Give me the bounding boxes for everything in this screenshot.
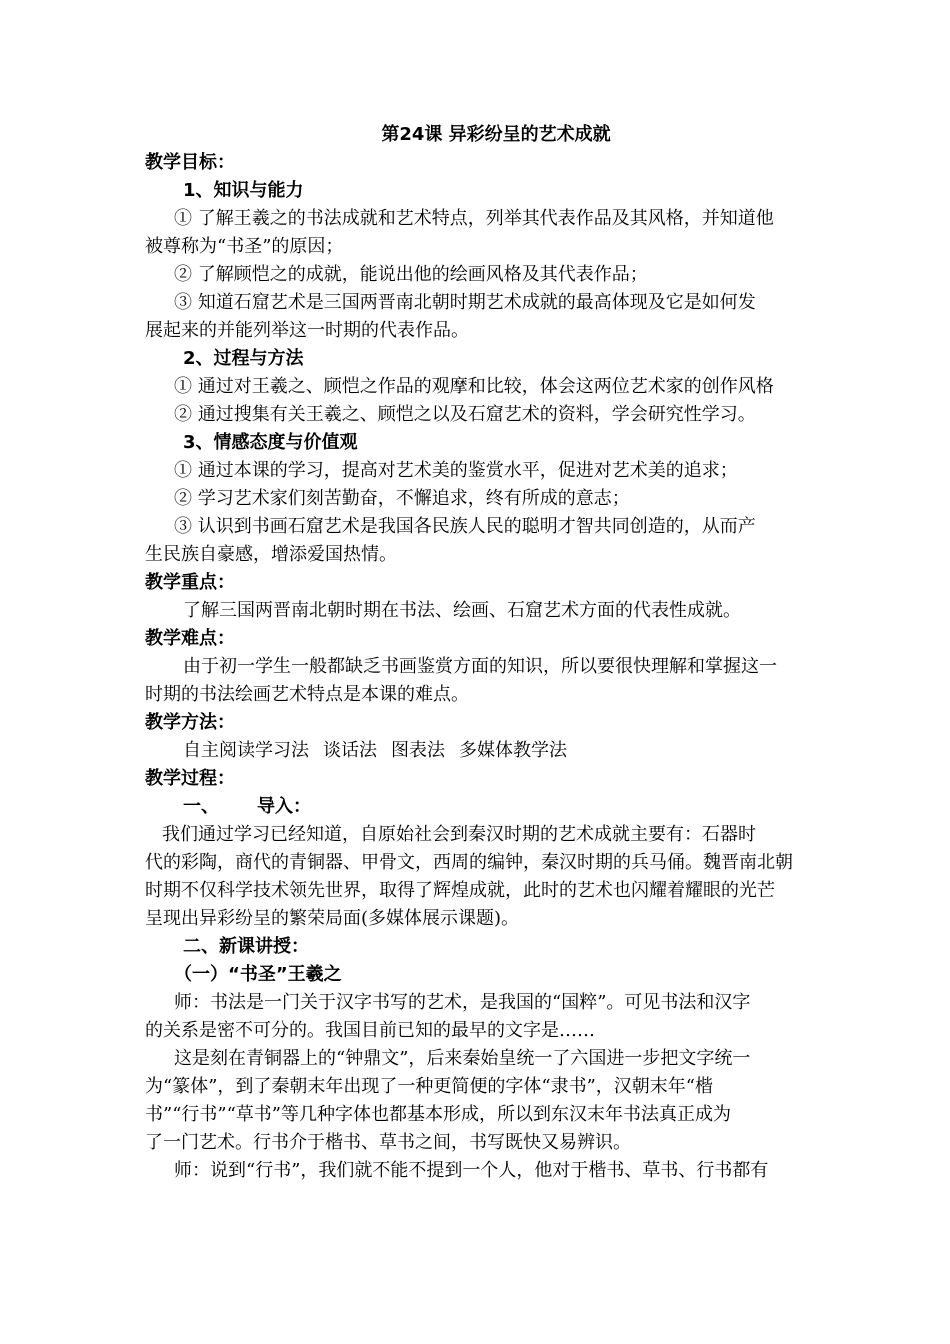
intro-heading — [145, 793, 807, 821]
paragraph: 被尊称为“书圣”的原因； — [145, 236, 344, 257]
paragraph: 为“篆体”，到了秦朝末年出现了一种更简便的字体“隶书”，汉朝末年“楷 — [145, 1076, 714, 1097]
paragraph: 了一门艺术。行书介于楷书、草书之间，书写既快又易辨识。 — [145, 1132, 631, 1153]
subsection-heading: （一）“书圣”王羲之 — [174, 964, 342, 985]
paragraph: 的关系是密不可分的。我国目前已知的最早的文字是…… — [145, 1020, 595, 1041]
paragraph: ② 通过搜集有关王羲之、顾恺之以及石窟艺术的资料，学会研究性学习。 — [174, 404, 756, 425]
objectives-heading: 教学目标： — [145, 152, 235, 173]
method-item: 多媒体教学法 — [459, 740, 567, 761]
paragraph: 师：书法是一门关于汉字书写的艺术，是我国的“国粹”。可见书法和汉字 — [174, 992, 751, 1013]
paragraph: ① 通过对王羲之、顾恺之作品的观摩和比较，体会这两位艺术家的创作风格 — [174, 376, 774, 397]
method-list — [145, 737, 807, 765]
document-body — [145, 121, 807, 1185]
paragraph: ③ 知道石窟艺术是三国两晋南北朝时期艺术成就的最高体现及它是如何发 — [174, 292, 756, 313]
new-lesson-heading: 二、新课讲授： — [183, 936, 309, 957]
method-item: 图表法 — [391, 740, 445, 761]
paragraph: 呈现出异彩纷呈的繁荣局面(多媒体展示课题)。 — [145, 908, 520, 929]
method-heading: 教学方法： — [145, 712, 235, 733]
paragraph: 时期的书法绘画艺术特点是本课的难点。 — [145, 684, 469, 705]
paragraph: 生民族自豪感，增添爱国热情。 — [145, 544, 397, 565]
teaching-process-heading: 教学过程： — [145, 768, 235, 789]
paragraph: 展起来的并能列举这一时期的代表作品。 — [145, 320, 469, 341]
knowledge-heading: 1、知识与能力 — [183, 180, 304, 201]
method-item: 谈话法 — [323, 740, 377, 761]
paragraph: 时期不仅科学技术领先世界，取得了辉煌成就，此时的艺术也闪耀着耀眼的光芒 — [145, 880, 775, 901]
paragraph: 由于初一学生一般都缺乏书画鉴赏方面的知识，所以要很快理解和掌握这一 — [183, 656, 777, 677]
process-method-heading: 2、过程与方法 — [183, 348, 304, 369]
lesson-title: 第24课 异彩纷呈的艺术成就 — [381, 124, 611, 145]
paragraph: ① 了解王羲之的书法成就和艺术特点，列举其代表作品及其风格，并知道他 — [174, 208, 774, 229]
paragraph: 代的彩陶，商代的青铜器、甲骨文，西周的编钟，秦汉时期的兵马俑。魏晋南北朝 — [145, 852, 793, 873]
paragraph: ② 了解顾恺之的成就，能说出他的绘画风格及其代表作品； — [174, 264, 648, 285]
paragraph: ① 通过本课的学习，提高对艺术美的鉴赏水平，促进对艺术美的追求； — [174, 460, 738, 481]
intro-number: 一、 — [183, 796, 219, 817]
paragraph: 了解三国两晋南北朝时期在书法、绘画、石窟艺术方面的代表性成就。 — [183, 600, 741, 621]
paragraph: 师：说到“行书”，我们就不能不提到一个人，他对于楷书、草书、行书都有 — [174, 1160, 769, 1181]
method-item: 自主阅读学习法 — [183, 740, 309, 761]
difficulty-heading: 教学难点： — [145, 628, 235, 649]
paragraph: 书”“行书”“草书”等几种字体也都基本形成，所以到东汉末年书法真正成为 — [145, 1104, 732, 1125]
emotion-heading: 3、情感态度与价值观 — [183, 432, 358, 453]
paragraph: 我们通过学习已经知道，自原始社会到秦汉时期的艺术成就主要有：石器时 — [162, 824, 756, 845]
paragraph: ③ 认识到书画石窟艺术是我国各民族人民的聪明才智共同创造的，从而产 — [174, 516, 756, 537]
focus-heading: 教学重点： — [145, 572, 235, 593]
paragraph: 这是刻在青铜器上的“钟鼎文”，后来秦始皇统一了六国进一步把文字统一 — [174, 1048, 751, 1069]
intro-label: 导入： — [257, 796, 311, 817]
paragraph: ② 学习艺术家们刻苦勤奋，不懈追求，终有所成的意志； — [174, 488, 630, 509]
